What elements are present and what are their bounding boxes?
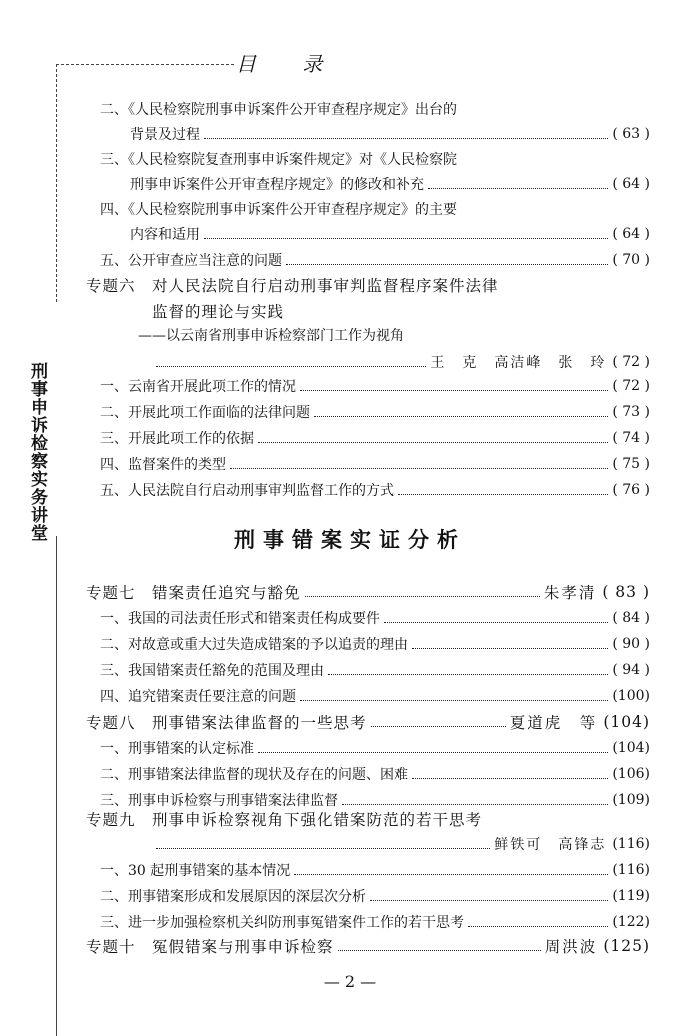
toc-page-number: ( 64 ) bbox=[612, 226, 650, 242]
toc-entry-title: 一、云南省开展此项工作的情况 bbox=[100, 379, 296, 395]
toc-entry[interactable] bbox=[100, 400, 650, 424]
toc-entry[interactable] bbox=[100, 426, 650, 450]
toc-entry[interactable] bbox=[100, 736, 650, 760]
toc-page-number: (100) bbox=[612, 688, 650, 704]
toc-section-title: 监督的理论与实践 bbox=[152, 303, 285, 321]
dot-leader bbox=[286, 264, 608, 265]
dot-leader bbox=[468, 926, 608, 927]
header-vertical-rule bbox=[56, 64, 57, 302]
toc-author: 周洪波 bbox=[544, 938, 598, 956]
toc-page-number: (119) bbox=[612, 888, 650, 904]
toc-page-number: ( 83 ) bbox=[602, 583, 650, 601]
toc-entry-title: 二、刑事错案法律监督的现状及存在的问题、困难 bbox=[100, 767, 408, 783]
toc-entry-title: 五、公开审查应当注意的问题 bbox=[100, 253, 282, 269]
dot-leader bbox=[230, 468, 608, 469]
toc-page-number: ( 90 ) bbox=[612, 636, 650, 652]
dot-leader bbox=[156, 366, 426, 367]
toc-entry[interactable] bbox=[130, 222, 650, 246]
toc-page-number: ( 72 ) bbox=[612, 378, 650, 394]
toc-page-number: (125) bbox=[603, 937, 650, 955]
dot-leader bbox=[342, 804, 608, 805]
dot-leader bbox=[156, 848, 490, 849]
toc-entry[interactable] bbox=[100, 762, 650, 786]
toc-section-title: 专题六 对人民法院自行启动刑事审判监督程序案件法律 bbox=[86, 277, 499, 295]
toc-entry-title: 刑事申诉案件公开审查程序规定》的修改和补充 bbox=[130, 177, 424, 193]
toc-entry[interactable] bbox=[100, 248, 650, 272]
toc-entry[interactable] bbox=[100, 606, 650, 630]
side-book-title: 刑事申诉检察实务讲堂 bbox=[27, 362, 47, 542]
dot-leader bbox=[398, 494, 608, 495]
toc-entry-title: 二、开展此项工作面临的法律问题 bbox=[100, 405, 310, 421]
dot-leader bbox=[204, 238, 608, 239]
toc-page-number: ( 72 ) bbox=[612, 354, 650, 370]
toc-section-title: 专题七 错案责任追究与豁免 bbox=[86, 584, 301, 602]
toc-section[interactable] bbox=[86, 710, 650, 734]
toc-entry[interactable] bbox=[100, 858, 650, 882]
header-rule bbox=[56, 64, 234, 65]
toc-section[interactable] bbox=[86, 580, 650, 604]
toc-section-title: 专题十 冤假错案与刑事申诉检察 bbox=[86, 938, 334, 956]
dot-leader bbox=[258, 442, 608, 443]
toc-entry[interactable] bbox=[100, 452, 650, 476]
toc-author: 鲜铁可 高锋志 bbox=[494, 837, 607, 853]
toc-entry-title: 一、30 起刑事错案的基本情况 bbox=[100, 863, 291, 879]
toc-page-number: (106) bbox=[612, 766, 650, 782]
dot-leader bbox=[314, 416, 608, 417]
dot-leader bbox=[300, 700, 608, 701]
toc-page-number: ( 73 ) bbox=[612, 404, 650, 420]
dot-leader bbox=[412, 778, 608, 779]
toc-entry[interactable] bbox=[152, 832, 650, 856]
toc-section-subtitle: ——以云南省刑事申诉检察部门工作为视角 bbox=[138, 328, 404, 344]
toc-entry-title: 内容和适用 bbox=[130, 227, 200, 243]
toc-entry-title: 背景及过程 bbox=[130, 127, 200, 143]
toc-entry-title: 四、《人民检察院刑事申诉案件公开审查程序规定》的主要 bbox=[100, 202, 457, 218]
toc-entry[interactable] bbox=[100, 658, 650, 682]
dot-leader bbox=[305, 596, 540, 597]
dot-leader bbox=[294, 874, 608, 875]
toc-page-number: (104) bbox=[612, 740, 650, 756]
toc-entry[interactable] bbox=[100, 910, 650, 934]
toc-page-number: ( 84 ) bbox=[612, 610, 650, 626]
toc-entry[interactable] bbox=[100, 884, 650, 908]
dot-leader bbox=[370, 900, 608, 901]
toc-page-number: ( 75 ) bbox=[612, 456, 650, 472]
toc-entry-title: 一、刑事错案的认定标准 bbox=[100, 741, 254, 757]
toc-page-number: ( 64 ) bbox=[612, 176, 650, 192]
toc-section-title: 专题八 刑事错案法律监督的一些思考 bbox=[86, 714, 367, 732]
toc-entry[interactable] bbox=[130, 122, 650, 146]
toc-author: 王 克 高洁峰 张 玲 bbox=[430, 355, 607, 371]
toc-page-number: (116) bbox=[612, 836, 650, 852]
dot-leader bbox=[428, 188, 608, 189]
toc-page-number: ( 74 ) bbox=[612, 430, 650, 446]
toc-entry-title: 一、我国的司法责任形式和错案责任构成要件 bbox=[100, 611, 380, 627]
toc-entry-title: 二、《人民检察院刑事申诉案件公开审查程序规定》出台的 bbox=[100, 102, 457, 118]
page-title: 目 录 bbox=[236, 52, 343, 76]
toc-entry[interactable] bbox=[100, 374, 650, 398]
toc-entry-title: 三、《人民检察院复查刑事申诉案件规定》对《人民检察院 bbox=[100, 152, 457, 168]
toc-entry[interactable] bbox=[152, 350, 650, 374]
toc-entry-title: 二、对故意或重大过失造成错案的予以追责的理由 bbox=[100, 637, 408, 653]
dot-leader bbox=[384, 622, 608, 623]
dot-leader bbox=[204, 138, 608, 139]
toc-page-number: (104) bbox=[603, 713, 650, 731]
toc-entry-title: 三、刑事申诉检察与刑事错案法律监督 bbox=[100, 793, 338, 809]
toc-author: 朱孝清 bbox=[543, 584, 597, 602]
dot-leader bbox=[300, 390, 608, 391]
side-rule bbox=[56, 536, 57, 1036]
toc-entry[interactable] bbox=[100, 478, 650, 502]
toc-entry-title: 二、刑事错案形成和发展原因的深层次分析 bbox=[100, 889, 366, 905]
dot-leader bbox=[328, 674, 608, 675]
toc-section-title: 专题九 刑事申诉检察视角下强化错案防范的若干思考 bbox=[86, 811, 483, 829]
toc-section[interactable] bbox=[86, 934, 650, 958]
toc-entry[interactable] bbox=[100, 632, 650, 656]
toc-page-number: ( 63 ) bbox=[612, 126, 650, 142]
toc-page-number: ( 94 ) bbox=[612, 662, 650, 678]
dot-leader bbox=[258, 752, 608, 753]
toc-entry[interactable] bbox=[100, 684, 650, 708]
toc-entry-title: 三、我国错案责任豁免的范围及理由 bbox=[100, 663, 324, 679]
part-heading: 刑事错案实证分析 bbox=[234, 528, 466, 552]
dot-leader bbox=[371, 726, 506, 727]
toc-page-number: (122) bbox=[612, 914, 650, 930]
toc-page-number: (109) bbox=[612, 792, 650, 808]
toc-author: 夏道虎 等 bbox=[509, 714, 598, 732]
toc-page-number: ( 70 ) bbox=[612, 252, 650, 268]
dot-leader bbox=[412, 648, 608, 649]
toc-page-number: (116) bbox=[612, 862, 650, 878]
dot-leader bbox=[338, 950, 541, 951]
toc-entry-title: 三、进一步加强检察机关纠防刑事冤错案件工作的若干思考 bbox=[100, 915, 464, 931]
toc-entry-title: 四、追究错案责任要注意的问题 bbox=[100, 689, 296, 705]
page-number: — 2 — bbox=[323, 972, 377, 991]
toc-entry-title: 三、开展此项工作的依据 bbox=[100, 431, 254, 447]
toc-entry-title: 五、人民法院自行启动刑事审判监督工作的方式 bbox=[100, 483, 394, 499]
toc-entry-title: 四、监督案件的类型 bbox=[100, 457, 226, 473]
toc-page-number: ( 76 ) bbox=[612, 482, 650, 498]
toc-entry[interactable] bbox=[130, 172, 650, 196]
